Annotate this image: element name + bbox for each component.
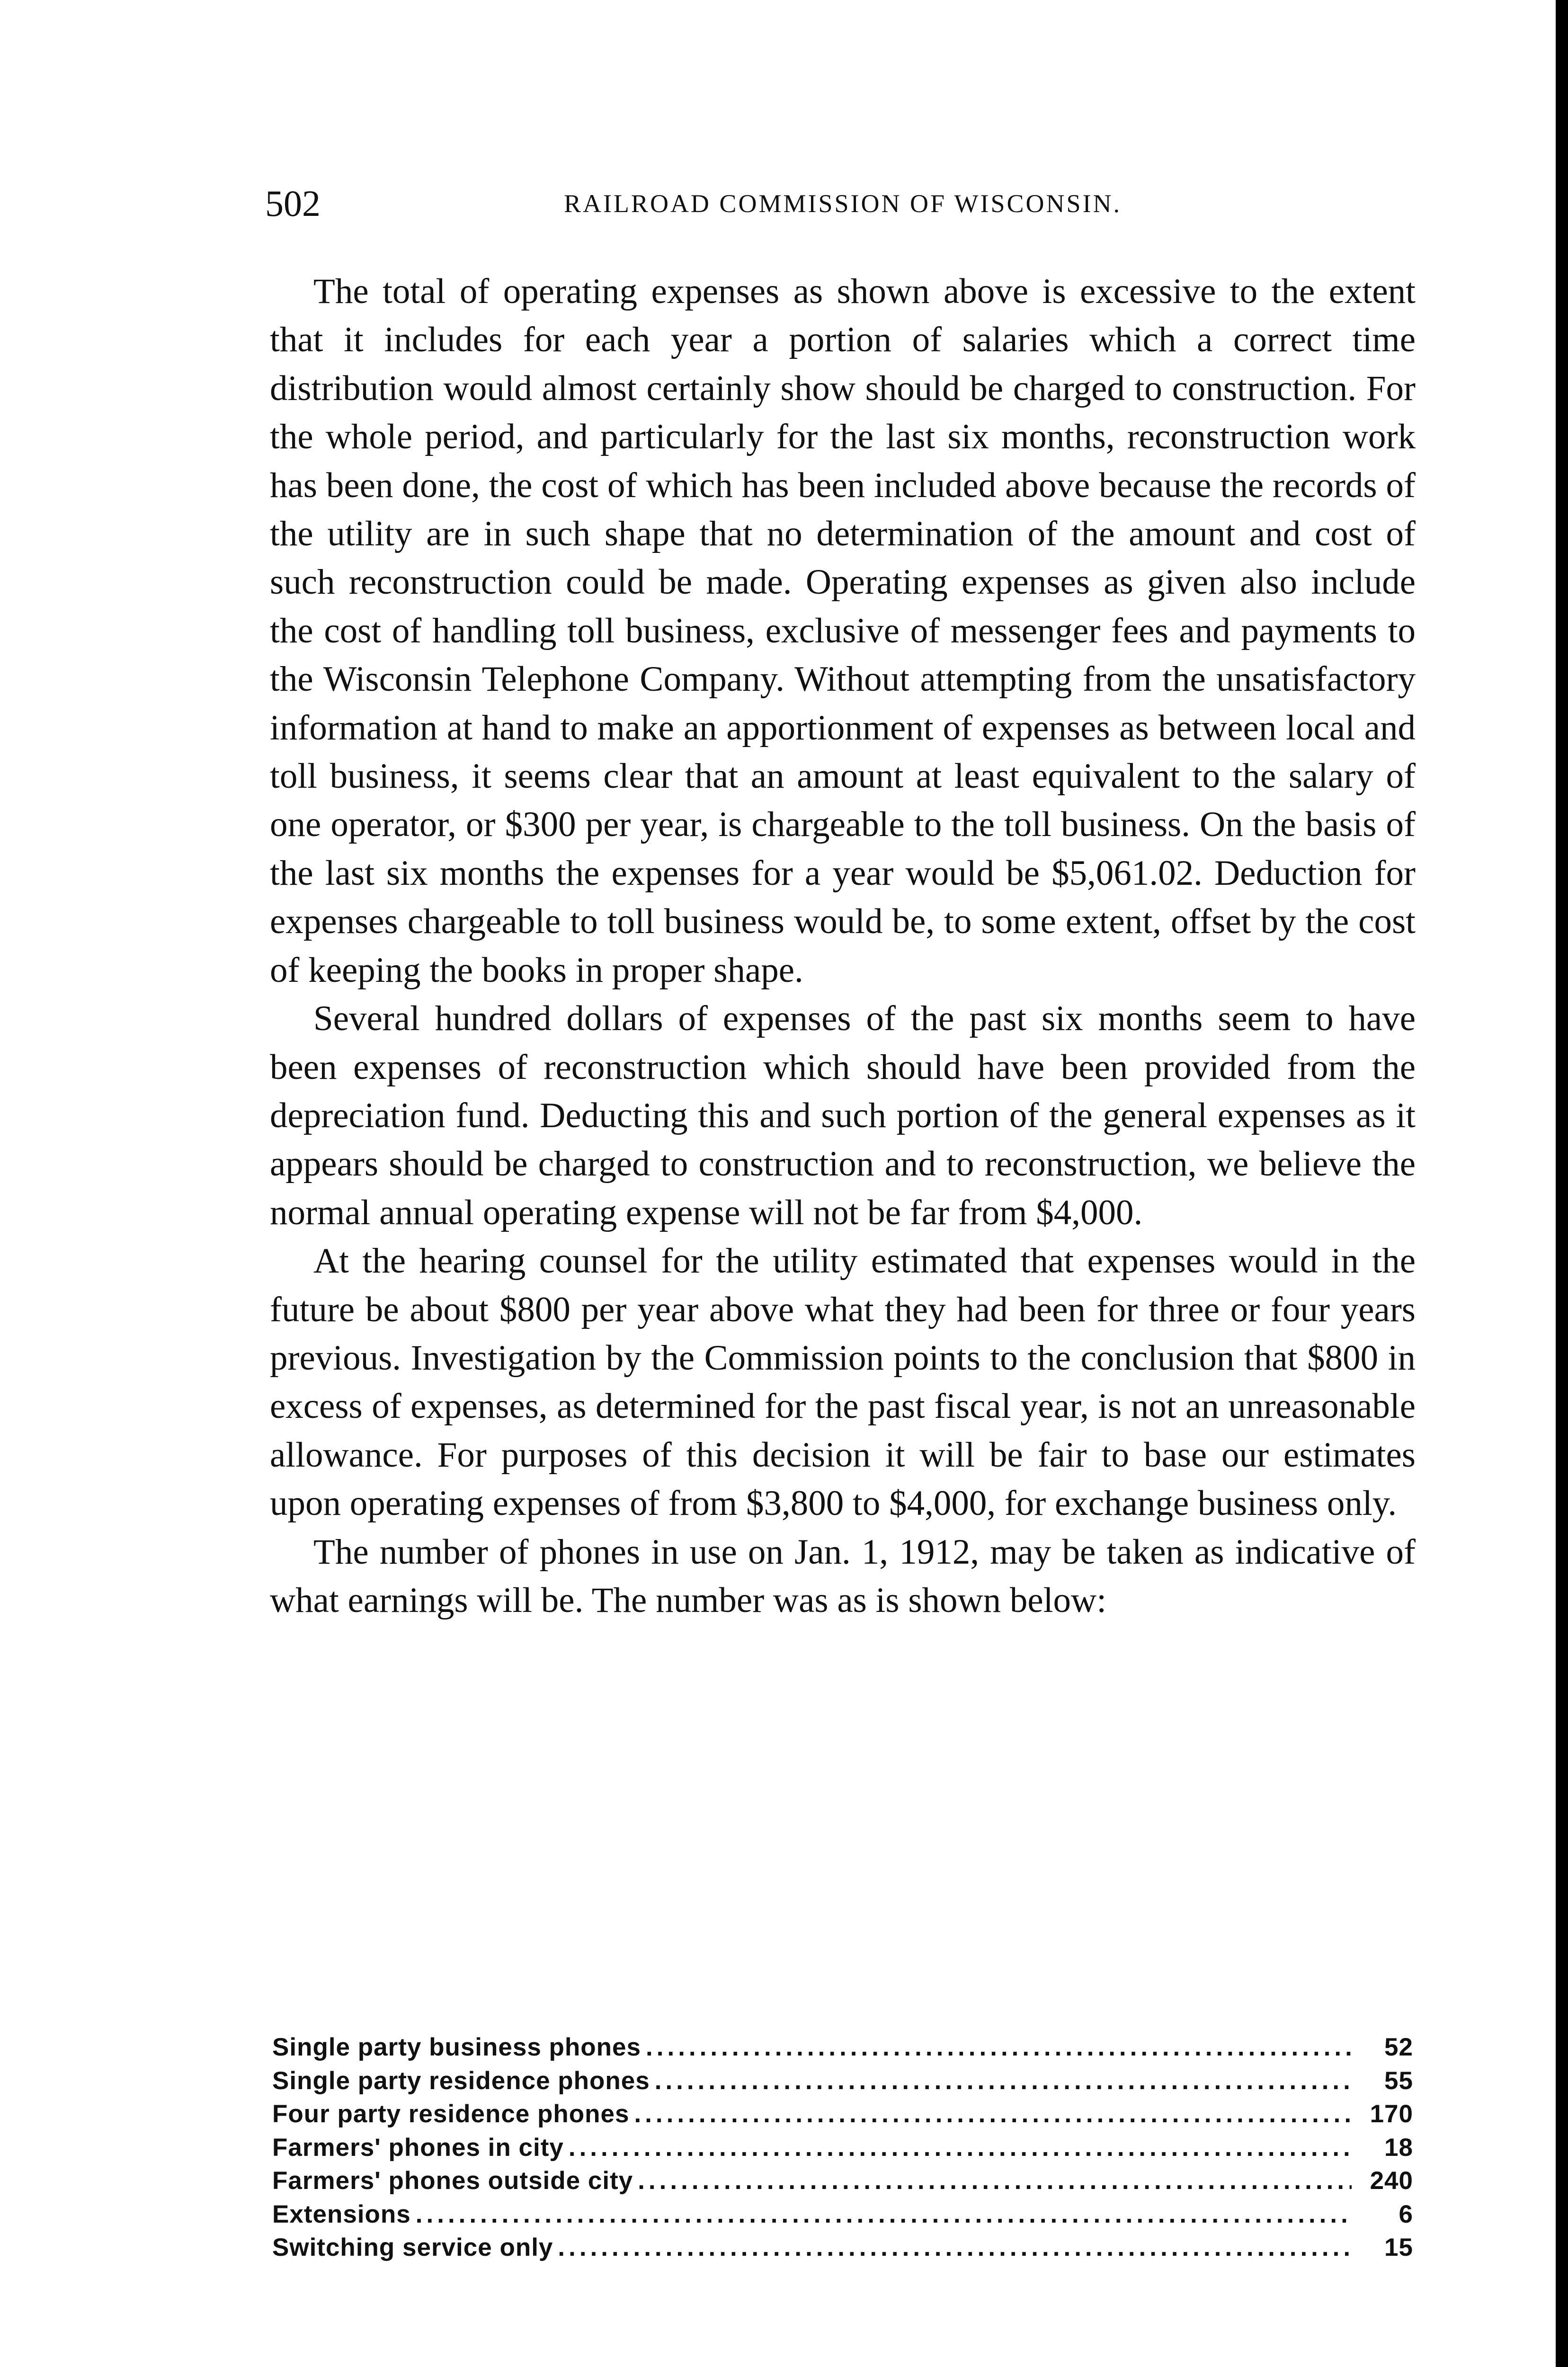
table-row xyxy=(272,2131,1413,2165)
page-number: 502 xyxy=(265,183,321,224)
dot-leader xyxy=(416,2198,1352,2232)
row-count: 55 xyxy=(1384,2066,1413,2095)
table-row xyxy=(272,2231,1413,2265)
row-label: Farmers' phones in city xyxy=(272,2133,564,2162)
dot-leader xyxy=(558,2231,1352,2265)
row-label: Switching service only xyxy=(272,2234,553,2261)
row-label: Extensions xyxy=(272,2200,411,2228)
row-label: Four party residence phones xyxy=(272,2100,630,2128)
row-count: 170 xyxy=(1370,2100,1413,2128)
dot-leader xyxy=(634,2098,1352,2131)
row-count: 52 xyxy=(1384,2033,1413,2061)
row-count: 15 xyxy=(1384,2234,1413,2261)
running-title: RAILROAD COMMISSION OF WISCONSIN. xyxy=(563,189,1122,218)
paragraph-operating-expenses: The total of operating expenses as shown above is excessive to the extent that it includes for each year a portion of salaries which a correct time distribution would almost certainly show should be charged to construction. For the whole period, and particularly for the last six months, reconstruction work has been done, the cost of which has been included above because the records of the utility are in such shape that no determination of the amount and cost of such reconstruction could be made. Operating expenses as given also include the cost of handling toll business, exclusive of messenger fees and payments to the Wisconsin Telephone Company. Without attempting from the unsatisfactory information at hand to make an apportionment of expenses as between local and toll business, it seems clear that an amount at least equivalent to the salary of one operator, or $300 per year, is chargeable to the toll business. On the basis of the last six months the expenses for a year would be $5,061.02. Deduction for expenses chargeable to toll business would be, to some extent, offset by the cost of keeping the books in proper shape. xyxy=(270,272,1416,990)
row-count: 18 xyxy=(1384,2133,1413,2162)
row-label: Farmers' phones outside city xyxy=(272,2167,633,2195)
row-count: 240 xyxy=(1370,2167,1413,2195)
table-row xyxy=(272,2198,1413,2232)
phones-table xyxy=(272,2031,1413,2265)
table-row xyxy=(272,2164,1413,2198)
dot-leader xyxy=(569,2131,1352,2165)
table-row xyxy=(272,2064,1413,2098)
scan-border-right xyxy=(1556,0,1568,2367)
table-row xyxy=(272,2031,1413,2064)
paragraph-reconstruction: Several hundred dollars of expenses of the past six months seem to have been expenses of reconstruction which should have been provided from the depreciation fund. Deducting this and such portion of the general expenses as it appears should be charged to construction and to reconstruction, we believe the normal annual operating expense will not be far from $4,000. xyxy=(270,999,1416,1232)
paragraph-hearing: At the hearing counsel for the utility estimated that expenses would in the future be about $800 per year above what they had been for three or four years previous. Investigation by the Commission points to the conclusion that $800 in excess of expenses, as determined for the past fiscal year, is not an unreasonable allowance. For purposes of this decision it will be fair to base our estimates upon operating expenses of from $3,800 to $4,000, for exchange business only. xyxy=(270,1241,1416,1523)
dot-leader xyxy=(638,2164,1352,2198)
page-header xyxy=(265,178,1420,230)
row-count: 6 xyxy=(1399,2200,1413,2228)
row-label: Single party residence phones xyxy=(272,2066,650,2095)
table-row xyxy=(272,2098,1413,2131)
paragraph-phones-intro: The number of phones in use on Jan. 1, 1912, may be taken as indicative of what earnings will be. The number was as is shown below: xyxy=(270,1532,1416,1620)
dot-leader xyxy=(646,2031,1352,2064)
body-text xyxy=(270,267,1416,1625)
row-label: Single party business phones xyxy=(272,2033,641,2061)
dot-leader xyxy=(655,2064,1352,2098)
